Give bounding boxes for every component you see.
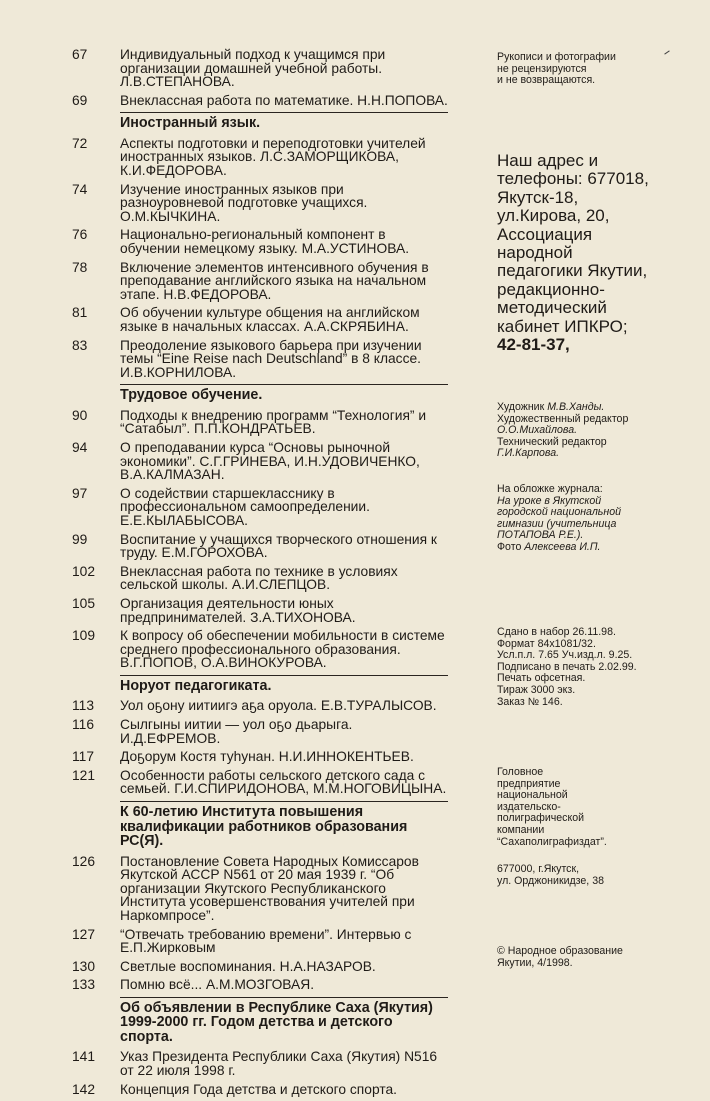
page-number: 83 — [72, 337, 88, 353]
page-number: 130 — [72, 958, 96, 974]
toc-entry — [72, 1083, 448, 1097]
page-number: 90 — [72, 407, 88, 423]
entry-title: Воспитание у учащихся творческого отношения к труду. Е.М.ГОРОХОВА. — [120, 531, 437, 561]
toc-entry — [72, 699, 448, 713]
page-number: 81 — [72, 305, 88, 321]
section-heading: Трудовое обучение. — [120, 384, 448, 403]
toc-entry — [72, 718, 448, 745]
table-of-contents — [72, 48, 448, 1101]
page-number: 105 — [72, 596, 96, 611]
entry-title: Организация деятельности юных предпринимателей. З.А.ТИХОНОВА. — [120, 596, 356, 625]
page-number: 133 — [72, 977, 96, 993]
page-number: 69 — [72, 92, 88, 108]
entry-title: Аспекты подготовки и переподготовки учителей иностранных языков. Л.С.ЗАМОРЩИКОВА, К.И.ФЕДОРОВА. — [120, 135, 426, 179]
page-number: 99 — [72, 531, 88, 547]
page-number: 126 — [72, 853, 96, 869]
printer-info: Головное предприятие национальной издательско- полиграфической компании “Сахаполиграфиздат”. — [497, 766, 607, 848]
entry-title: Об обучении культуре общения на английском языке в начальных классах. А.А.СКРЯБИНА. — [120, 305, 420, 334]
toc-entry — [72, 1050, 448, 1077]
toc-entry — [72, 487, 448, 528]
page-number: 109 — [72, 628, 96, 644]
toc-entry — [72, 597, 448, 624]
toc-entry — [72, 533, 448, 560]
entry-title: Указ Президента Республики Саха (Якутия) N516 от 22 июля 1998 г. — [120, 1049, 438, 1078]
entry-title: Включение элементов интенсивного обучения в преподавание английского языка на начальном этапе. Н.В.ФЕДОРОВА. — [120, 259, 429, 302]
toc-entry — [72, 94, 448, 108]
page-number: 121 — [72, 767, 96, 783]
page-number: 117 — [72, 749, 94, 765]
credit-artist: Художник М.В.Ханды. — [497, 401, 605, 413]
entry-title: О преподавании курса “Основы рыночной экономики”. С.Г.ГРИНЕВА, И.Н.УДОВИЧЕНКО, В.А.КАЛМАЗАН. — [120, 440, 420, 483]
entry-title: Сылгыны иитии — уол оҕо дьарыга. И.Д.ЕФРЕМОВ. — [120, 717, 353, 746]
entry-title: Помню всё... А.М.МОЗГОВАЯ. — [120, 977, 315, 993]
toc-entry — [72, 48, 448, 89]
credits — [497, 402, 707, 460]
toc-entry — [72, 750, 448, 764]
toc-entry — [72, 978, 448, 992]
toc-entry — [72, 960, 448, 974]
entry-title: Подходы к внедрению программ “Технология” и “Сатабыл”. П.П.КОНДРАТЬЕВ. — [120, 407, 427, 437]
entry-title: О содействии старшекласснику в профессиональном самоопределении. Е.Е.КЫЛАБЫСОВА. — [120, 485, 370, 529]
toc-entry — [72, 928, 448, 955]
credit-art-editor-role: Художественный редактор — [497, 412, 629, 425]
editorial-address: Наш адрес и телефоны: 677018, Якутск-18, ул.Кирова, 20, Ассоциация народной педагогики Якутии, редакционно- методический кабинет ИПКРО; 42-81-37, — [497, 151, 649, 355]
entry-title: Постановление Совета Народных Комиссаров Якутской АССР N561 от 20 мая 1939 г. “Об организации Якутского Республиканского Института усовершенствования учителей при Наркомпросе”. — [120, 853, 419, 923]
toc-entry — [72, 137, 448, 178]
credit-art-editor-name: О.О.Михайлова. — [497, 424, 578, 437]
toc-entry — [72, 769, 448, 796]
credit-tech-editor-name: Г.И.Карпова. — [497, 447, 560, 460]
section-heading: Норуот педагогиката. — [120, 675, 448, 694]
section-heading: Иностранный язык. — [120, 112, 448, 131]
toc-entry — [72, 855, 448, 923]
page-number: 94 — [72, 440, 88, 456]
cover-caption: На обложке журнала: На уроке в Якутской городской национальной гимназии (учительница ПОТАПОВА Р.Е.). Фото Алексеева И.П. — [497, 483, 621, 553]
section-heading: К 60-летию Института повышения квалификации работников образования РС(Я). — [120, 801, 448, 849]
entry-title: Уол оҕону иитиигэ аҕа оруола. Е.В.ТУРАЛЫСОВ. — [120, 698, 437, 714]
manuscripts-note: Рукописи и фотографии не рецензируются и не возвращаются. — [497, 51, 616, 87]
page-number: 127 — [72, 926, 96, 942]
entry-title: Внеклассная работа по математике. Н.Н.ПОПОВА. — [120, 92, 448, 108]
toc-entry — [72, 306, 448, 333]
page-number: 74 — [72, 181, 88, 197]
page-number: 142 — [72, 1081, 96, 1097]
page-number: 97 — [72, 485, 88, 501]
copyright: © Народное образование Якутии, 4/1998. — [497, 945, 623, 969]
toc-entry — [72, 409, 448, 436]
credit-tech-editor-role: Технический редактор — [497, 435, 607, 448]
print-info: Сдано в набор 26.11.98. Формат 84x1081/32. Усл.п.л. 7.65 Уч.изд.л. 9.25. Подписано в печать 2.02.99. Печать офсетная. Тираж 3000 экз. Заказ № 146. — [497, 626, 637, 708]
page-number: 72 — [72, 135, 88, 151]
entry-title: Особенности работы сельского детского сада с семьей. Г.И.СПИРИДОНОВА, М.М.НОГОВИЦЫНА. — [120, 767, 447, 797]
page-number: 113 — [72, 698, 94, 714]
entry-title: “Отвечать требованию времени”. Интервью с Е.П.Жирковым — [120, 926, 412, 956]
toc-entry — [72, 261, 448, 302]
entry-title: Индивидуальный подход к учащимся при организации домашней учебной работы. Л.В.СТЕПАНОВА. — [120, 47, 386, 90]
toc-entry — [72, 629, 448, 670]
entry-title: Концепция Года детства и детского спорта. — [120, 1081, 397, 1097]
page-number: 76 — [72, 227, 88, 243]
entry-title: К вопросу об обеспечении мобильности в системе среднего профессионального образования. В.Г.ПОПОВ, О.А.ВИНОКУРОВА. — [120, 628, 445, 671]
toc-entry — [72, 339, 448, 380]
page-number: 141 — [72, 1049, 96, 1065]
page-number: 78 — [72, 259, 88, 275]
entry-title: Преодоление языкового барьера при изучении темы “Eine Reise nach Deutschland” в 8 классе. И.В.КОРНИЛОВА. — [120, 337, 422, 380]
page-number: 67 — [72, 47, 88, 62]
page-number: 116 — [72, 717, 94, 733]
toc-entry — [72, 565, 448, 592]
toc-entry — [72, 441, 448, 482]
section-heading: Об объявлении в Республике Саха (Якутия) 1999-2000 гг. Годом детства и детского спорта. — [120, 997, 448, 1045]
entry-title: Доҕорум Костя туһунан. Н.И.ИННОКЕНТЬЕВ. — [120, 749, 414, 765]
toc-entry — [72, 183, 448, 224]
entry-title: Светлые воспоминания. Н.А.НАЗАРОВ. — [120, 958, 376, 974]
page-number: 102 — [72, 563, 96, 579]
entry-title: Национально-региональный компонент в обучении немецкому языку. М.А.УСТИНОВА. — [120, 227, 410, 257]
entry-title: Изучение иностранных языков при разноуровневой подготовке учащихся. О.М.КЫЧКИНА. — [120, 181, 368, 224]
entry-title: Внеклассная работа по технике в условиях сельской школы. А.И.СЛЕПЦОВ. — [120, 563, 398, 593]
toc-entry — [72, 228, 448, 255]
printer-address: 677000, г.Якутск, ул. Орджоникидзе, 38 — [497, 863, 604, 887]
